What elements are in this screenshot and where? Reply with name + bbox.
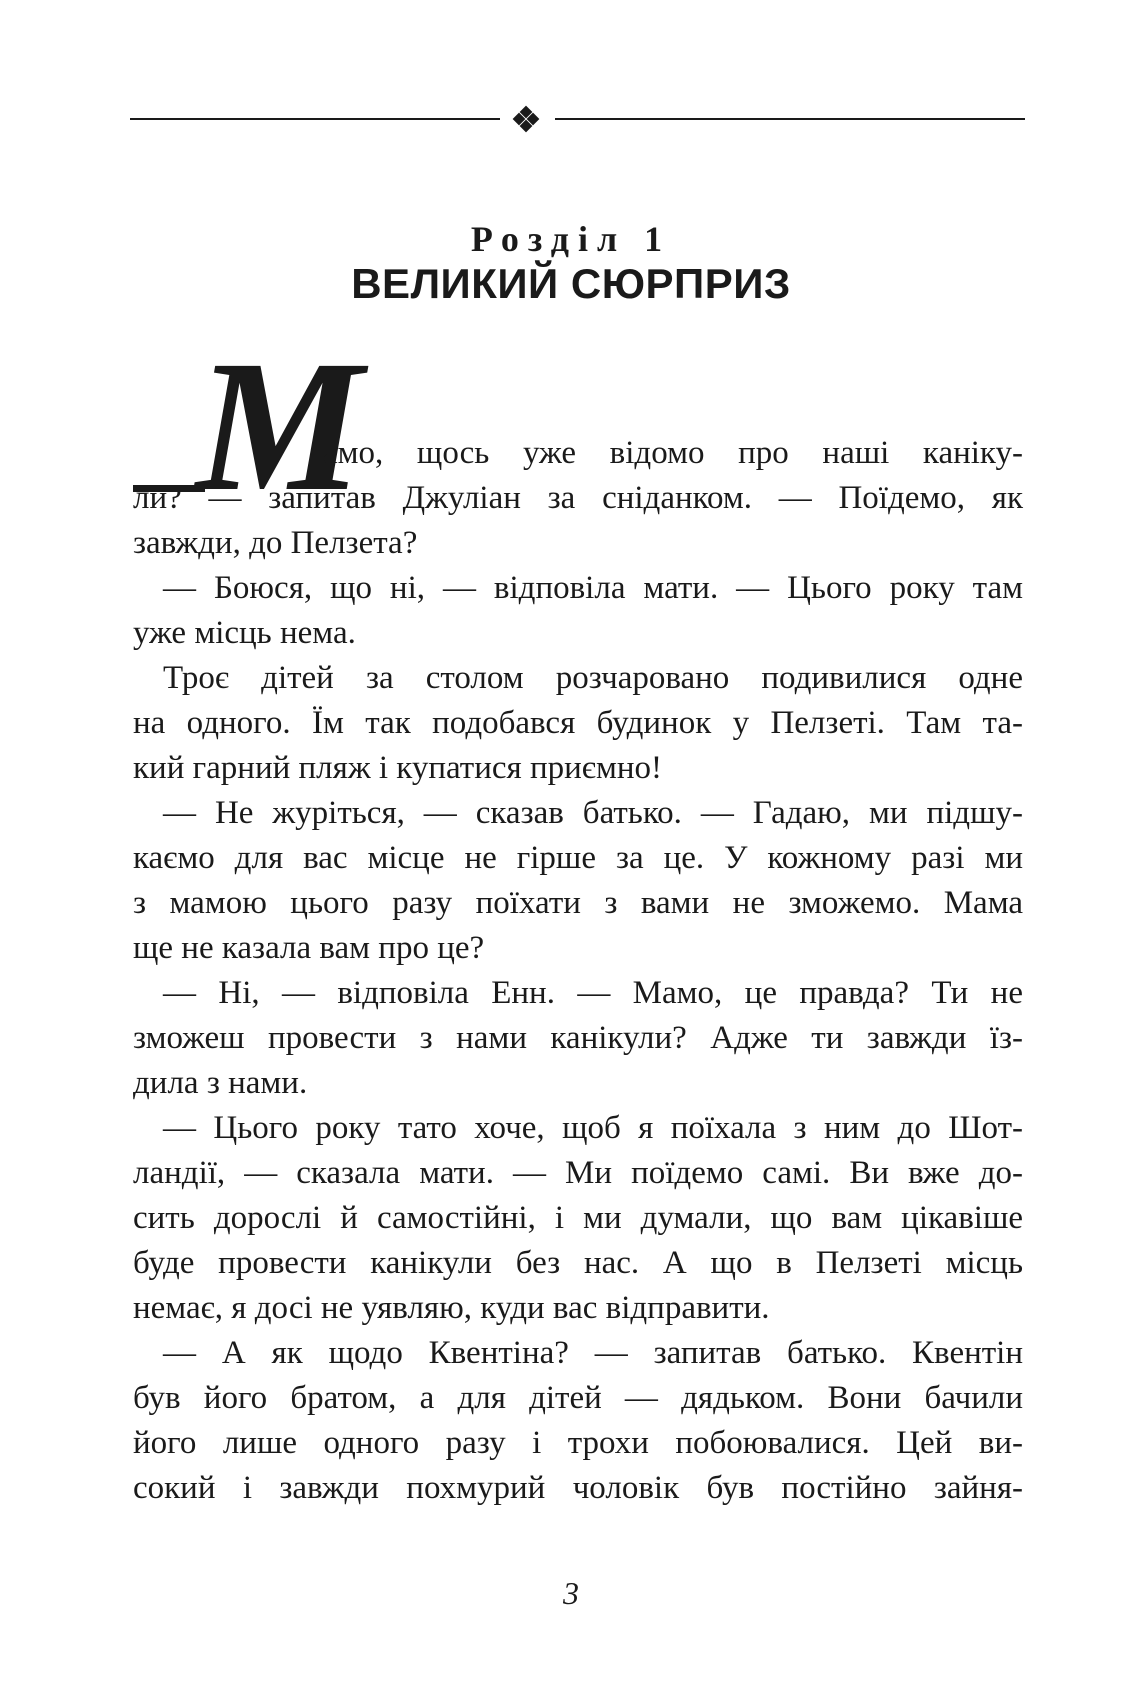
text-line: — Ні, — відповіла Енн. — Мамо, це правда? Ти не bbox=[163, 975, 1023, 1011]
chapter-title: ВЕЛИКИЙ СЮРПРИЗ bbox=[351, 260, 791, 307]
text-line: амо, щось уже відомо про наші каніку- bbox=[323, 435, 1023, 471]
text-line: уже місць нема. bbox=[133, 615, 356, 651]
text-line: ще не казала вам про це? bbox=[133, 930, 485, 966]
text-line: — А як щодо Квентіна? — запитав батько. Квентін bbox=[163, 1335, 1023, 1371]
text-line: був його братом, а для дітей — дядьком. Вони бачили bbox=[133, 1380, 1023, 1416]
page-number: 3 bbox=[563, 1575, 579, 1611]
ornament-divider bbox=[130, 104, 1025, 134]
text-line: каємо для вас місце не гірше за це. У кожному разі ми bbox=[133, 840, 1023, 876]
text-line: на одного. Їм так подобався будинок у Пелзеті. Там та- bbox=[133, 705, 1023, 741]
text-line: — Боюся, що ні, — відповіла мати. — Цього року там bbox=[163, 570, 1023, 606]
text-line: кий гарний пляж і купатися приємно! bbox=[133, 750, 662, 786]
text-line: — Цього року тато хоче, щоб я поїхала з ним до Шот- bbox=[163, 1110, 1023, 1146]
text-line: сить дорослі й самостійні, і ми думали, що вам цікавіше bbox=[133, 1200, 1023, 1236]
text-line: буде провести канікули без нас. А що в Пелзеті місць bbox=[133, 1245, 1023, 1281]
text-line: ли? — запитав Джуліан за сніданком. — Поїдемо, як bbox=[133, 480, 1023, 516]
text-line: зможеш провести з нами канікули? Адже ти завжди їз- bbox=[133, 1020, 1023, 1056]
text-line: Троє дітей за столом розчаровано подивилися одне bbox=[163, 660, 1023, 696]
text-line: з мамою цього разу поїхати з вами не зможемо. Мама bbox=[133, 885, 1023, 921]
text-line: сокий і завжди похмурий чоловік був постійно зайня- bbox=[133, 1470, 1023, 1506]
text-line: його лише одного разу і трохи побоювалися. Цей ви- bbox=[133, 1425, 1023, 1461]
text-line: ландії, — сказала мати. — Ми поїдемо самі. Ви вже до- bbox=[133, 1155, 1023, 1191]
text-line: завжди, до Пелзета? bbox=[133, 525, 418, 561]
text-line: дила з нами. bbox=[133, 1065, 308, 1101]
chapter-label: Розділ 1 bbox=[470, 219, 672, 259]
text-line: — Не журіться, — сказав батько. — Гадаю, ми підшу- bbox=[163, 795, 1023, 831]
text-line: немає, я досі не уявляю, куди вас відправити. bbox=[133, 1290, 770, 1326]
drop-cap-letter: М bbox=[196, 321, 364, 530]
